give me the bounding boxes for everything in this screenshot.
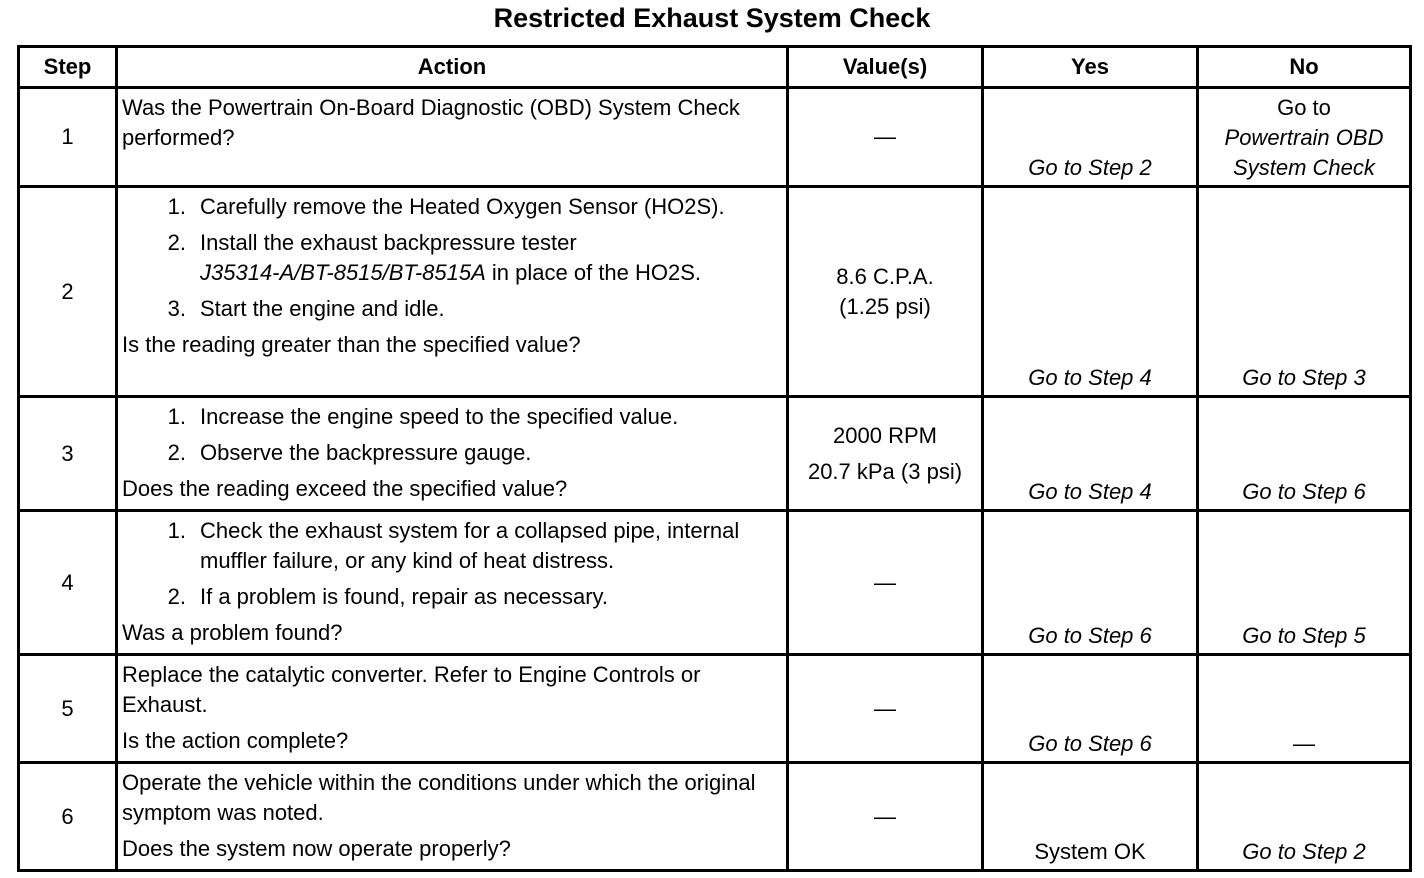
- value-cell: —: [788, 511, 983, 655]
- item-number: 2.: [167, 230, 186, 255]
- value-cell: —: [788, 88, 983, 187]
- action-cell: [117, 763, 788, 871]
- list-item: [152, 582, 782, 612]
- value-cell: —: [788, 763, 983, 871]
- step-number: 5: [19, 655, 117, 763]
- table-row: [19, 88, 1411, 187]
- item-number: 3.: [167, 296, 186, 321]
- value-cell: [788, 397, 983, 511]
- header-action: Action: [117, 47, 788, 88]
- item-number: 2.: [167, 440, 186, 465]
- list-item: [152, 438, 782, 468]
- question-text: Is the reading greater than the specified value?: [122, 332, 581, 357]
- item-text-pre: Install the exhaust backpressure tester: [200, 230, 577, 255]
- item-number: 2.: [167, 584, 186, 609]
- question-text: Was a problem found?: [122, 620, 343, 645]
- header-step: Step: [19, 47, 117, 88]
- no-cell: [1198, 88, 1411, 187]
- item-text: Start the engine and idle.: [200, 296, 445, 321]
- step-number: 4: [19, 511, 117, 655]
- table-row: [19, 187, 1411, 397]
- item-text: Increase the engine speed to the specified value.: [200, 404, 679, 429]
- header-values: Value(s): [788, 47, 983, 88]
- action-steps: [122, 402, 782, 468]
- action-cell: [117, 655, 788, 763]
- header-row: [19, 47, 1411, 88]
- header-no: No: [1198, 47, 1411, 88]
- question-text: Does the reading exceed the specified value?: [122, 476, 568, 501]
- no-cell: Go to Step 6: [1198, 397, 1411, 511]
- action-steps: [122, 516, 782, 612]
- yes-cell: System OK: [983, 763, 1198, 871]
- action-cell: [117, 88, 788, 187]
- no-cell: —: [1198, 655, 1411, 763]
- value-line: 20.7 kPa (3 psi): [807, 458, 963, 484]
- action-steps: [122, 192, 782, 324]
- step-number: 1: [19, 88, 117, 187]
- yes-cell: Go to Step 4: [983, 397, 1198, 511]
- action-text: Was the Powertrain On-Board Diagnostic (OBD) System Check performed?: [122, 95, 740, 150]
- item-number: 1.: [167, 194, 186, 219]
- list-item: [152, 228, 782, 288]
- value-line: 2000 RPM: [833, 422, 937, 448]
- item-text-post: in place of the HO2S.: [491, 260, 702, 285]
- item-text: Check the exhaust system for a collapsed pipe, internal muffler failure, or any kind of heat distress.: [200, 518, 740, 573]
- document-title: Restricted Exhaust System Check: [493, 3, 931, 33]
- no-cell: Go to Step 3: [1198, 187, 1411, 397]
- table-row: [19, 763, 1411, 871]
- item-text: If a problem is found, repair as necessary.: [200, 584, 609, 609]
- value-cell: —: [788, 655, 983, 763]
- diagnostic-table: [17, 45, 1412, 872]
- list-item: [152, 294, 782, 324]
- item-text: Carefully remove the Heated Oxygen Sensor (HO2S).: [200, 194, 725, 219]
- no-reference: Powertrain OBD System Check: [1224, 125, 1384, 180]
- list-item: [152, 402, 782, 432]
- table-row: [19, 655, 1411, 763]
- value-cell: [788, 187, 983, 397]
- table-row: [19, 397, 1411, 511]
- yes-cell: Go to Step 6: [983, 511, 1198, 655]
- no-prefix: Go to: [1277, 95, 1331, 120]
- no-cell: Go to Step 2: [1198, 763, 1411, 871]
- item-text: [200, 228, 782, 288]
- list-item: [152, 516, 782, 576]
- header-yes: Yes: [983, 47, 1198, 88]
- step-number: 2: [19, 187, 117, 397]
- question-text: Does the system now operate properly?: [122, 836, 511, 861]
- value-line: 8.6 C.P.A.: [836, 263, 934, 289]
- list-item: [152, 192, 782, 222]
- action-text: Replace the catalytic converter. Refer to Engine Controls or Exhaust.: [122, 662, 701, 717]
- question-text: Is the action complete?: [122, 728, 349, 753]
- no-cell: Go to Step 5: [1198, 511, 1411, 655]
- action-cell: [117, 397, 788, 511]
- action-cell: [117, 187, 788, 397]
- yes-cell: Go to Step 4: [983, 187, 1198, 397]
- step-number: 6: [19, 763, 117, 871]
- tool-number: J35314-A/BT-8515/BT-8515A: [200, 260, 486, 285]
- yes-cell: Go to Step 6: [983, 655, 1198, 763]
- value-line: (1.25 psi): [839, 293, 931, 319]
- table-row: [19, 511, 1411, 655]
- yes-cell: Go to Step 2: [983, 88, 1198, 187]
- item-number: 1.: [167, 518, 186, 543]
- step-number: 3: [19, 397, 117, 511]
- item-text: Observe the backpressure gauge.: [200, 440, 532, 465]
- action-cell: [117, 511, 788, 655]
- action-text: Operate the vehicle within the conditions under which the original symptom was noted.: [122, 770, 756, 825]
- item-number: 1.: [167, 404, 186, 429]
